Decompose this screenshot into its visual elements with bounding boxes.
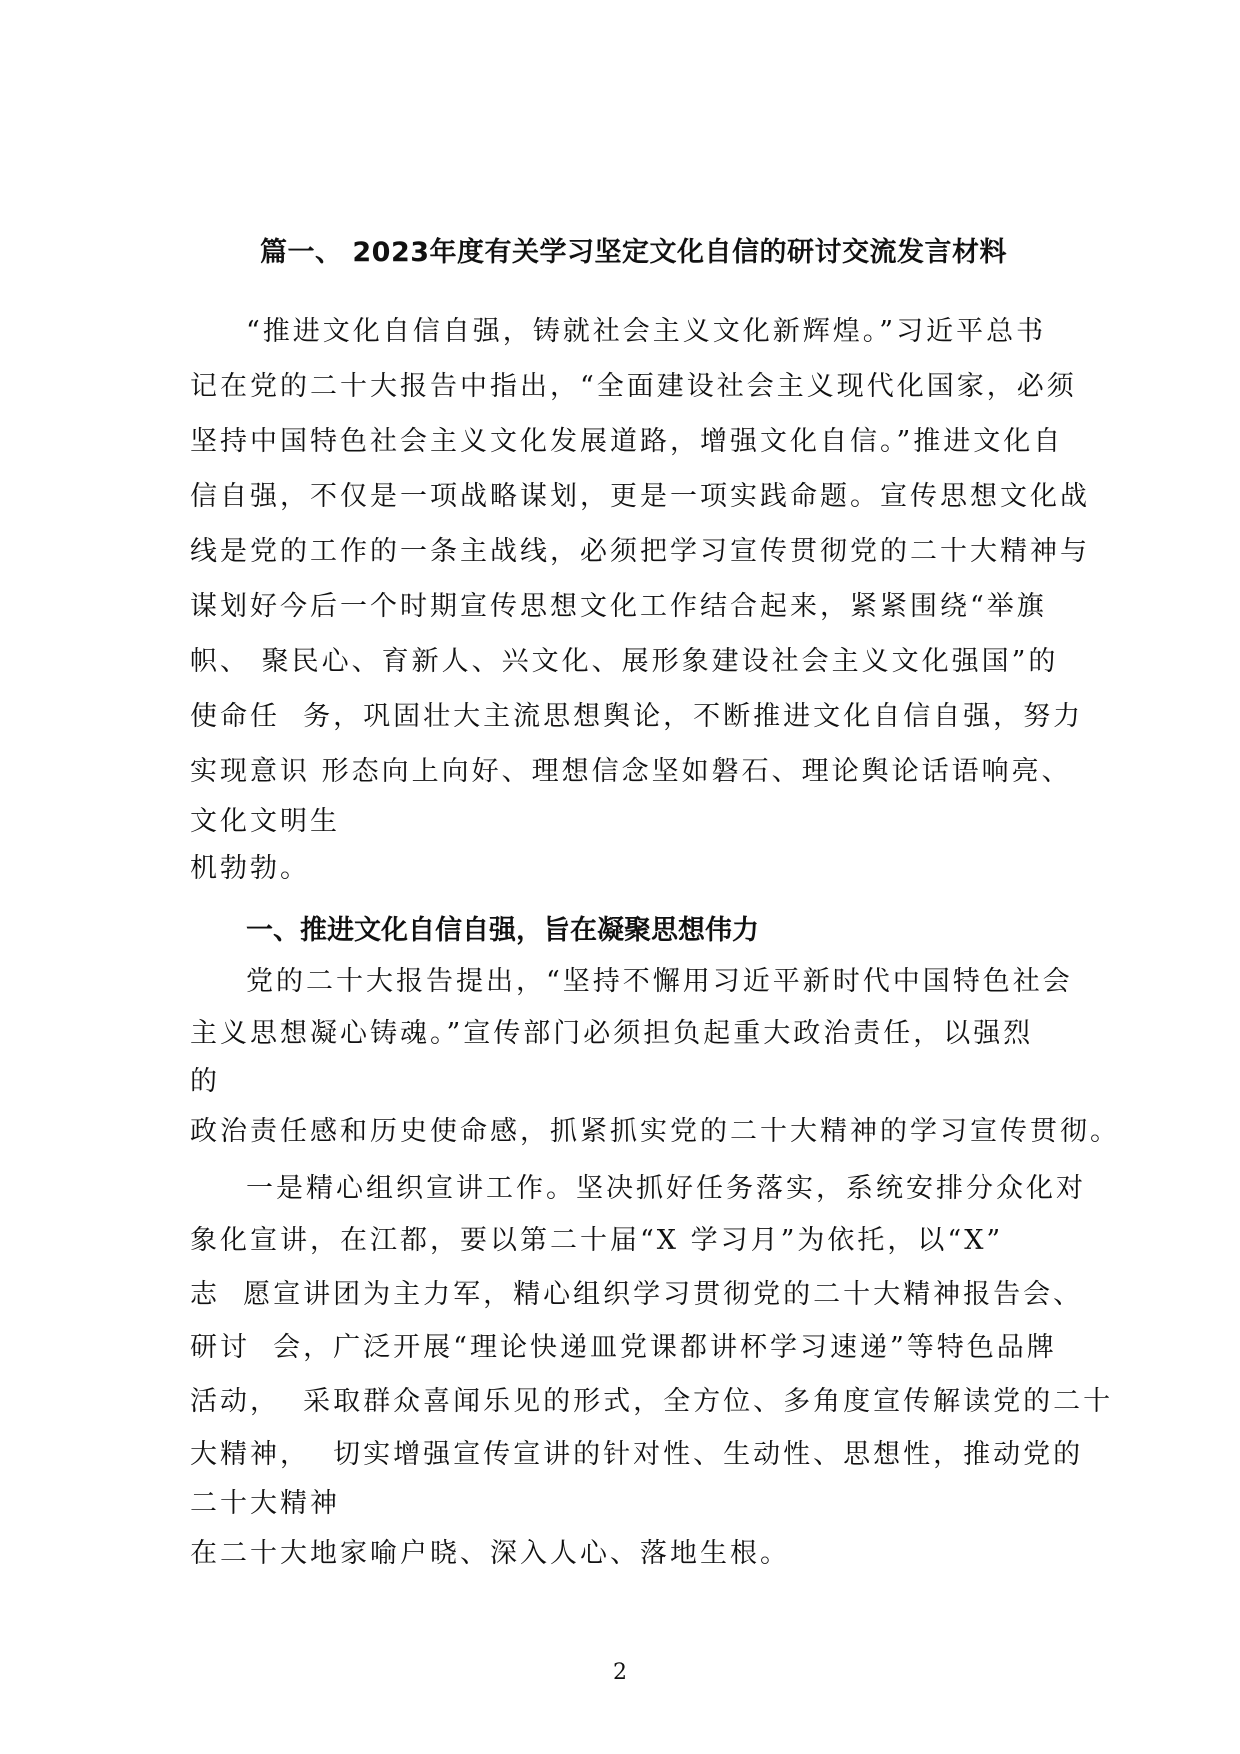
paragraph-line: 谋划好今后一个时期宣传思想文化工作结合起来，紧紧围绕“举旗 <box>190 591 1047 622</box>
paragraph-line: 研讨 会，广泛开展“理论快递皿党课都讲杯学习速递”等特色品牌 <box>190 1332 1057 1363</box>
paragraph-line: 线是党的工作的一条主战线，必须把学习宣传贯彻党的二十大精神与 <box>190 536 1090 567</box>
paragraph-line: 坚持中国特色社会主义文化发展道路，增强文化自信。”推进文化自 <box>190 426 1064 457</box>
document-title: 篇一、 2023年度有关学习坚定文化自信的研讨交流发言材料 <box>260 237 1008 268</box>
paragraph-line: 帜、 聚民心、育新人、兴文化、展形象建设社会主义文化强国”的 <box>190 646 1059 677</box>
paragraph-line: 记在党的二十大报告中指出，“全面建设社会主义现代化国家，必须 <box>190 371 1077 402</box>
paragraph-line: 政治责任感和历史使命感，抓紧抓实党的二十大精神的学习宣传贯彻。 <box>190 1116 1120 1147</box>
paragraph-line: 信自强，不仅是一项战略谋划，更是一项实践命题。宣传思想文化战 <box>190 481 1090 512</box>
paragraph-line: “推进文化自信自强，铸就社会主义文化新辉煌。”习近平总书 <box>246 316 1047 347</box>
paragraph-line: 活动， 采取群众喜闻乐见的形式，全方位、多角度宣传解读党的二十 <box>190 1386 1114 1417</box>
paragraph-line: 文化文明生 <box>190 806 340 837</box>
paragraph-line: 使命任 务，巩固壮大主流思想舆论，不断推进文化自信自强，努力 <box>190 701 1084 732</box>
paragraph-line: 象化宣讲，在江都，要以第二十届“X 学习月”为依托，以“X” <box>190 1225 1004 1256</box>
paragraph-line: 实现意识 形态向上向好、理想信念坚如磐石、理论舆论话语响亮、 <box>190 756 1072 787</box>
page-number: 2 <box>613 1660 627 1685</box>
section-heading: 一、推进文化自信自强，旨在凝聚思想伟力 <box>246 915 759 946</box>
paragraph-line: 在二十大地家喻户晓、深入人心、落地生根。 <box>190 1538 790 1569</box>
paragraph-line: 大精神， 切实增强宣传宣讲的针对性、生动性、思想性，推动党的 <box>190 1439 1084 1470</box>
paragraph-line: 机勃勃。 <box>190 853 310 884</box>
paragraph-line: 二十大精神 <box>190 1488 340 1519</box>
paragraph-line: 主义思想凝心铸魂。”宣传部门必须担负起重大政治责任，以强烈 <box>190 1018 1034 1049</box>
paragraph-line: 志 愿宣讲团为主力军，精心组织学习贯彻党的二十大精神报告会、 <box>190 1279 1084 1310</box>
paragraph-line: 党的二十大报告提出，“坚持不懈用习近平新时代中国特色社会 <box>246 966 1073 997</box>
paragraph-line: 一是精心组织宣讲工作。坚决抓好任务落实，系统安排分众化对 <box>246 1173 1086 1204</box>
paragraph-line: 的 <box>190 1066 220 1097</box>
